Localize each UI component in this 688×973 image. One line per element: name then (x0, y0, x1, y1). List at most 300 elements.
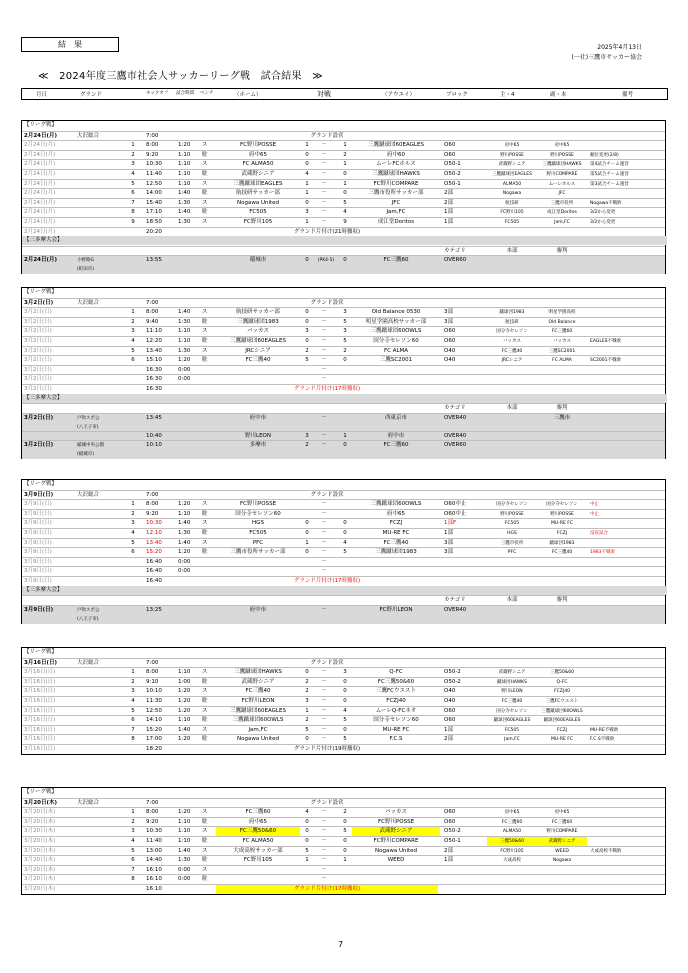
ground-note: グランド片付け(21時撤収) (293, 228, 361, 235)
col-kickoff: キックオフ (146, 91, 169, 96)
cup-home-score: 3 (305, 432, 309, 439)
match-date: 3月16日(日) (24, 746, 56, 752)
block: O40 (444, 698, 456, 704)
table-row (22, 140, 665, 150)
col-duration: 試合時間 (176, 91, 194, 96)
sub-referee: 三鷹蹴球団60OWLS (541, 708, 583, 714)
kickoff-time: 7:00 (146, 299, 159, 306)
score-dash: － (321, 366, 327, 373)
score-dash: － (321, 318, 327, 325)
cup-header-row (22, 595, 665, 605)
cup-category: OVER60 (444, 257, 467, 264)
cup-venue-city: (町田市) (77, 267, 95, 273)
table-row (22, 317, 665, 327)
match-duration: 1:20 (178, 357, 191, 364)
sub-referee: ムーレホルス (548, 181, 576, 187)
match-date: 3月9日(日) (24, 578, 52, 584)
kickoff-time: 10:30 (146, 828, 162, 835)
block: O50-2 (444, 669, 461, 676)
cup-kickoff: 10:40 (146, 432, 162, 439)
main-referee: 航技研 (505, 200, 519, 206)
match-duration: 1:20 (178, 142, 191, 149)
home-score: 0 (305, 549, 309, 556)
remarks: SC2001不戦敗 (590, 358, 621, 364)
away-score: 3 (343, 309, 347, 316)
cup-category: OVER40 (444, 414, 467, 421)
table-row (22, 884, 665, 894)
block: 1部 (444, 219, 453, 225)
main-referee: 三鷹蹴球団EAGLES (491, 172, 533, 177)
cup-match-row (22, 413, 665, 432)
home-team: 三鷹蹴球団60OWLS (232, 717, 284, 724)
match-duration: 0:00 (178, 866, 191, 873)
kickoff-time: 8:00 (146, 669, 159, 676)
away-team: 国分寺セレソン60 (373, 338, 419, 344)
score-dash: － (321, 726, 327, 733)
score-dash: － (321, 857, 327, 864)
bench-side: 駐 (202, 171, 208, 177)
bench-side: 駐 (202, 357, 208, 364)
home-team: 三鷹蹴球団HAWKS (234, 669, 282, 676)
away-score: 9 (343, 219, 347, 225)
match-number: 7 (131, 726, 135, 733)
kickoff-time: 12:20 (146, 338, 162, 344)
home-score: 1 (305, 219, 309, 225)
col-date: 月日 (36, 92, 48, 98)
sub-referee: バッカス (553, 339, 571, 344)
away-score: 5 (343, 717, 347, 724)
score-dash: － (321, 432, 327, 439)
cup-home-team: 多摩市 (249, 442, 267, 449)
match-date: 2月24日(月) (24, 228, 56, 235)
col-bench: ベンチ (200, 91, 214, 96)
home-score: 0 (305, 736, 309, 743)
kickoff-time: 15:20 (146, 549, 162, 556)
result-label: 結 果 (21, 37, 119, 52)
cup-category: OVER40 (444, 606, 467, 613)
away-score: 2 (343, 151, 347, 158)
score-dash: － (321, 376, 327, 383)
cup-away-team: FC三鷹60 (383, 257, 409, 264)
match-number: 8 (131, 736, 135, 743)
kickoff-time: 16:10 (146, 886, 162, 892)
match-date: 3月16日(日) (24, 659, 58, 666)
away-team: FC ALMA (383, 347, 409, 354)
kickoff-time: 11:40 (146, 171, 162, 177)
main-referee: バッカス (503, 339, 521, 344)
main-referee: 府中65 (504, 143, 520, 149)
match-date: 3月9日(日) (24, 501, 52, 508)
away-team: WEED (387, 857, 405, 864)
kickoff-time: 7:00 (146, 491, 159, 498)
away-score: 0 (343, 530, 347, 536)
kickoff-time: 16:30 (146, 376, 162, 383)
table-row (22, 355, 665, 365)
home-team: 航技研サッカー部 (236, 309, 280, 316)
home-team: 三鷹蹴球団1983 (237, 318, 279, 325)
match-duration: 0:00 (178, 366, 191, 373)
score-dash: － (321, 328, 327, 335)
col-main: 主・4 (500, 92, 515, 98)
bench-side: ス (202, 347, 208, 354)
remarks: 中止 (590, 502, 599, 508)
away-team: 三鷹SC2001 (379, 357, 413, 364)
block: O60 (444, 707, 456, 714)
league-label: 【リーグ戦】 (24, 122, 58, 128)
home-team: Nogawa United (236, 736, 280, 743)
kickoff-time: 9:10 (146, 678, 159, 685)
home-team: Nogawa United (236, 199, 280, 206)
match-number: 9 (131, 219, 135, 225)
score-dash: － (321, 209, 327, 216)
bench-side: ス (202, 809, 208, 816)
table-row (22, 734, 665, 744)
bench-side: 駐 (202, 549, 208, 556)
main-referee: FC三鷹40 (501, 348, 523, 354)
score-dash: － (321, 190, 327, 197)
match-duration: 1:20 (178, 501, 191, 508)
main-referee: Jam,FC (504, 737, 520, 743)
cup-away-score: 0 (343, 257, 347, 264)
main-referee: 国分寺セレソン (496, 329, 528, 335)
away-score: 3 (343, 328, 347, 335)
kickoff-time: 7:00 (146, 799, 159, 806)
kickoff-time: 12:10 (146, 530, 162, 536)
away-score: 5 (343, 338, 347, 344)
bench-side: ス (202, 328, 208, 335)
away-team: Q-FC (389, 669, 403, 676)
home-team: HGS (252, 520, 264, 527)
match-date: 3月16日(日) (24, 726, 56, 733)
away-score: 5 (343, 828, 347, 835)
cup-home-team: 稲城市 (249, 257, 267, 264)
ground-note: グランド設営 (310, 491, 344, 498)
away-score: 0 (343, 698, 347, 704)
match-number: 7 (131, 866, 135, 873)
table-row (22, 677, 665, 687)
away-team: 三鷹蹴球団1983 (375, 549, 417, 556)
sub-referee: 蹴球団1983 (549, 540, 575, 546)
match-duration: 0:00 (178, 568, 191, 575)
away-team: FC三鷹50&60 (377, 678, 415, 685)
home-score: 0 (305, 818, 309, 825)
cup-date: 2月24日(月) (24, 257, 58, 264)
away-team: 三鷹蹴球団60EAGLES (368, 142, 424, 149)
home-team: FC ALMA50 (242, 161, 274, 168)
bench-side: 駐 (202, 857, 208, 864)
cup-hq-header: 本部 (506, 247, 518, 254)
kickoff-time: 17:00 (146, 736, 162, 743)
table-row (22, 131, 665, 141)
cup-home-score: 2 (305, 442, 309, 449)
sub-referee: MU-RE FC (551, 737, 573, 743)
cup-label: 【三多摩大会】 (22, 236, 667, 245)
match-date: 3月2日(日) (24, 357, 52, 364)
match-duration: 1:10 (178, 171, 191, 177)
score-dash: － (321, 309, 327, 316)
table-row (22, 715, 665, 725)
remarks: Nogawa不戦敗 (590, 200, 622, 206)
kickoff-time: 15:40 (146, 199, 162, 206)
main-referee: ALMA50 (502, 829, 522, 835)
main-referee: Nogawa (502, 191, 522, 197)
main-referee: FC505 (504, 521, 520, 527)
score-dash: － (321, 549, 327, 556)
match-date: 3月9日(日) (24, 510, 52, 517)
match-duration: 1:40 (178, 190, 191, 197)
home-team: 国分寺セレソン60 (235, 510, 281, 517)
match-date: 3月2日(日) (24, 328, 52, 335)
home-team: FC野川POSSE (239, 501, 277, 508)
sub-referee: 武蔵野シニア (537, 837, 587, 846)
table-row (22, 346, 665, 356)
ground-note: グランド設営 (310, 132, 344, 139)
home-team: 武蔵野シニア (241, 171, 275, 177)
main-referee: FC野川105 (500, 848, 524, 854)
match-duration: 1:10 (178, 838, 191, 844)
main-referee: 三鷹市役所 (500, 540, 524, 546)
block: O50-2 (444, 828, 461, 835)
match-duration: 0:00 (178, 558, 191, 565)
bench-side: ス (202, 199, 208, 206)
venue-name: 大沢総合 (77, 299, 100, 306)
match-duration: 1:30 (178, 199, 191, 206)
match-day-section (21, 787, 666, 895)
table-row (22, 667, 665, 677)
match-number: 5 (131, 847, 135, 854)
match-number: 5 (131, 707, 135, 714)
block: O50-2 (444, 171, 461, 177)
venue-name: 大沢総合 (77, 659, 100, 666)
home-score: 0 (305, 199, 309, 206)
block: O60中止 (444, 501, 467, 508)
table-row (22, 307, 665, 317)
home-score: 0 (305, 828, 309, 835)
main-referee: FC三鷹40 (501, 699, 523, 704)
kickoff-time: 7:00 (146, 132, 159, 139)
home-score: 0 (305, 838, 309, 844)
away-score: 5 (343, 318, 347, 325)
away-score: 5 (343, 549, 347, 556)
kickoff-time: 14:00 (146, 190, 162, 197)
home-score: 3 (305, 698, 309, 704)
away-score: 2 (343, 347, 347, 354)
match-number: 5 (131, 347, 135, 354)
sub-referee: 明星学園高校 (548, 310, 576, 316)
main-referee: FC505 (504, 220, 520, 225)
match-date: 2月24日(月) (24, 209, 56, 216)
match-date: 3月20日(木) (24, 818, 56, 825)
table-row (22, 217, 665, 227)
home-score: 2 (305, 688, 309, 695)
sub-referee: Old Balance (548, 319, 576, 325)
block: O60 (444, 809, 456, 816)
match-date: 3月20日(木) (24, 838, 56, 844)
match-date: 3月9日(日) (24, 539, 52, 546)
cup-referee-header: 審判 (556, 405, 568, 412)
col-match: 対戦 (317, 90, 331, 98)
block: 1部F (444, 520, 457, 527)
sub-referee: 三鷹FCウエスト (545, 699, 579, 704)
block: O50-1 (444, 838, 461, 844)
home-team: PFC (252, 539, 264, 546)
block: O60 (444, 328, 456, 335)
kickoff-time: 9:20 (146, 151, 159, 158)
table-row (22, 874, 665, 884)
remarks: 第4試合チーム運営 (590, 162, 629, 168)
match-number: 6 (131, 857, 135, 864)
score-dash: － (321, 818, 327, 825)
match-date: 2月24日(月) (24, 142, 56, 149)
cup-hq-header: 本部 (506, 597, 518, 604)
cup-home-team: 府中市 (249, 414, 267, 421)
score-dash: － (321, 678, 327, 685)
kickoff-time: 14:40 (146, 857, 162, 864)
page-number: 7 (338, 940, 344, 949)
score-dash: － (321, 414, 327, 421)
sub-referee: 国分寺セレソン (546, 502, 578, 508)
main-referee: FC505 (504, 727, 520, 733)
match-number: 3 (131, 161, 135, 168)
match-duration: 1:10 (178, 161, 191, 168)
ground-note: グランド設営 (310, 799, 344, 806)
away-score: 0 (343, 847, 347, 854)
away-team: FCZJ40 (386, 698, 406, 704)
league-label: 【リーグ戦】 (24, 649, 58, 655)
score-dash: － (321, 568, 327, 575)
sub-referee: Nogawa (552, 858, 572, 864)
table-row (22, 326, 665, 336)
away-score: 5 (343, 199, 347, 206)
home-team: FC三鷹60 (245, 809, 271, 816)
bench-side: ス (202, 539, 208, 546)
match-duration: 1:30 (178, 347, 191, 354)
kickoff-time: 16:40 (146, 558, 162, 565)
cup-home-team: 府中市 (249, 606, 267, 613)
away-score: 0 (343, 838, 347, 844)
main-referee: 蹴球団HAWKS (497, 679, 527, 685)
away-score: 4 (343, 539, 347, 546)
score-dash: － (321, 717, 327, 724)
match-number: 3 (131, 328, 135, 335)
home-score: 0 (305, 151, 309, 158)
home-team: バッカス (246, 328, 269, 335)
table-row (22, 159, 665, 169)
home-team: 三鷹蹴球団EAGLES (233, 180, 283, 187)
block: 1部 (444, 726, 453, 733)
match-number: 3 (131, 828, 135, 835)
table-row (22, 865, 665, 875)
match-number: 2 (131, 318, 135, 325)
cup-category: OVER40 (444, 432, 467, 439)
match-number: 4 (131, 698, 135, 704)
match-number: 2 (131, 510, 135, 517)
main-referee: ALMA50 (502, 181, 522, 187)
away-team: 武蔵野シニア (352, 827, 440, 836)
kickoff-time: 13:00 (146, 847, 162, 854)
league-label: 【リーグ戦】 (24, 789, 58, 795)
match-duration: 1:10 (178, 338, 191, 344)
match-duration: 1:40 (178, 726, 191, 733)
kickoff-time: 13:40 (146, 539, 162, 546)
sub-referee: MU-RE FC (551, 521, 573, 527)
col-notes: 備考 (622, 92, 634, 98)
block: 3部 (444, 539, 453, 546)
main-referee: 府中65 (504, 810, 520, 816)
match-duration: 1:30 (178, 318, 191, 325)
table-row (22, 150, 665, 160)
table-row (22, 198, 665, 208)
match-date: 3月16日(日) (24, 678, 56, 685)
remarks: 第5試合チーム運営 (590, 172, 629, 177)
match-date: 3月2日(日) (24, 376, 52, 383)
association-name: (一社)三鷹市サッカー協会 (571, 54, 642, 61)
bench-side: ス (202, 669, 208, 676)
page-title: ≪ 2024年度三鷹市社会人サッカーリーグ戦 試合結果 ≫ (38, 71, 323, 82)
table-row (22, 298, 665, 308)
table-row (22, 807, 665, 817)
home-team: FC野川POSSE (239, 142, 277, 149)
match-number: 1 (131, 809, 135, 816)
cup-home-team: 野川LEON (245, 432, 271, 439)
match-duration: 1:20 (178, 707, 191, 714)
away-team: 国分寺セレソン60 (373, 717, 419, 724)
score-dash: － (321, 161, 327, 168)
score-dash: － (321, 442, 327, 449)
kickoff-time: 8:00 (146, 142, 159, 149)
match-date: 3月20日(木) (24, 799, 58, 806)
score-dash: － (321, 501, 327, 508)
kickoff-time: 20:20 (146, 228, 162, 235)
match-date: 3月9日(日) (24, 530, 52, 536)
home-score: 0 (305, 338, 309, 344)
main-referee: 野川POSSE (500, 511, 524, 517)
score-dash: － (321, 142, 327, 149)
away-score: 1 (343, 161, 347, 168)
sub-referee: 三鷹50&60 (550, 670, 574, 676)
cup-match-row (22, 605, 665, 624)
score-dash: － (321, 151, 327, 158)
match-number: 7 (131, 199, 135, 206)
away-team: JFC (391, 199, 401, 206)
home-team: FC三鷹40 (245, 357, 271, 364)
home-score: 2 (305, 717, 309, 724)
match-duration: 1:10 (178, 669, 191, 676)
match-date: 2月24日(月) (24, 171, 56, 177)
block: O60 (444, 151, 456, 158)
away-team: FC三鷹40 (383, 539, 409, 546)
ground-cleanup-note: グランド片付け(17時撤収) (216, 885, 438, 894)
cup-pk-score: (PK4-5) (317, 258, 335, 264)
table-row (22, 836, 665, 846)
score-dash: － (321, 698, 327, 704)
match-duration: 1:30 (178, 530, 191, 536)
match-number: 2 (131, 678, 135, 685)
table-row (22, 658, 665, 668)
match-date: 3月20日(木) (24, 847, 56, 854)
away-team: Old Balance 0530 (371, 309, 421, 316)
match-number: 8 (131, 876, 135, 883)
away-team: 三鷹蹴球団60OWLS (370, 501, 422, 508)
kickoff-time: 7:00 (146, 659, 159, 666)
cup-category-header: カテゴリ (444, 405, 466, 412)
cup-hq-header: 本部 (506, 405, 518, 412)
away-team: 明星学園高校サッカー部 (365, 318, 427, 325)
remarks: 順位変更(2/8) (590, 152, 619, 158)
away-score: 0 (343, 818, 347, 825)
table-row (22, 336, 665, 346)
away-score: 0 (343, 357, 347, 364)
